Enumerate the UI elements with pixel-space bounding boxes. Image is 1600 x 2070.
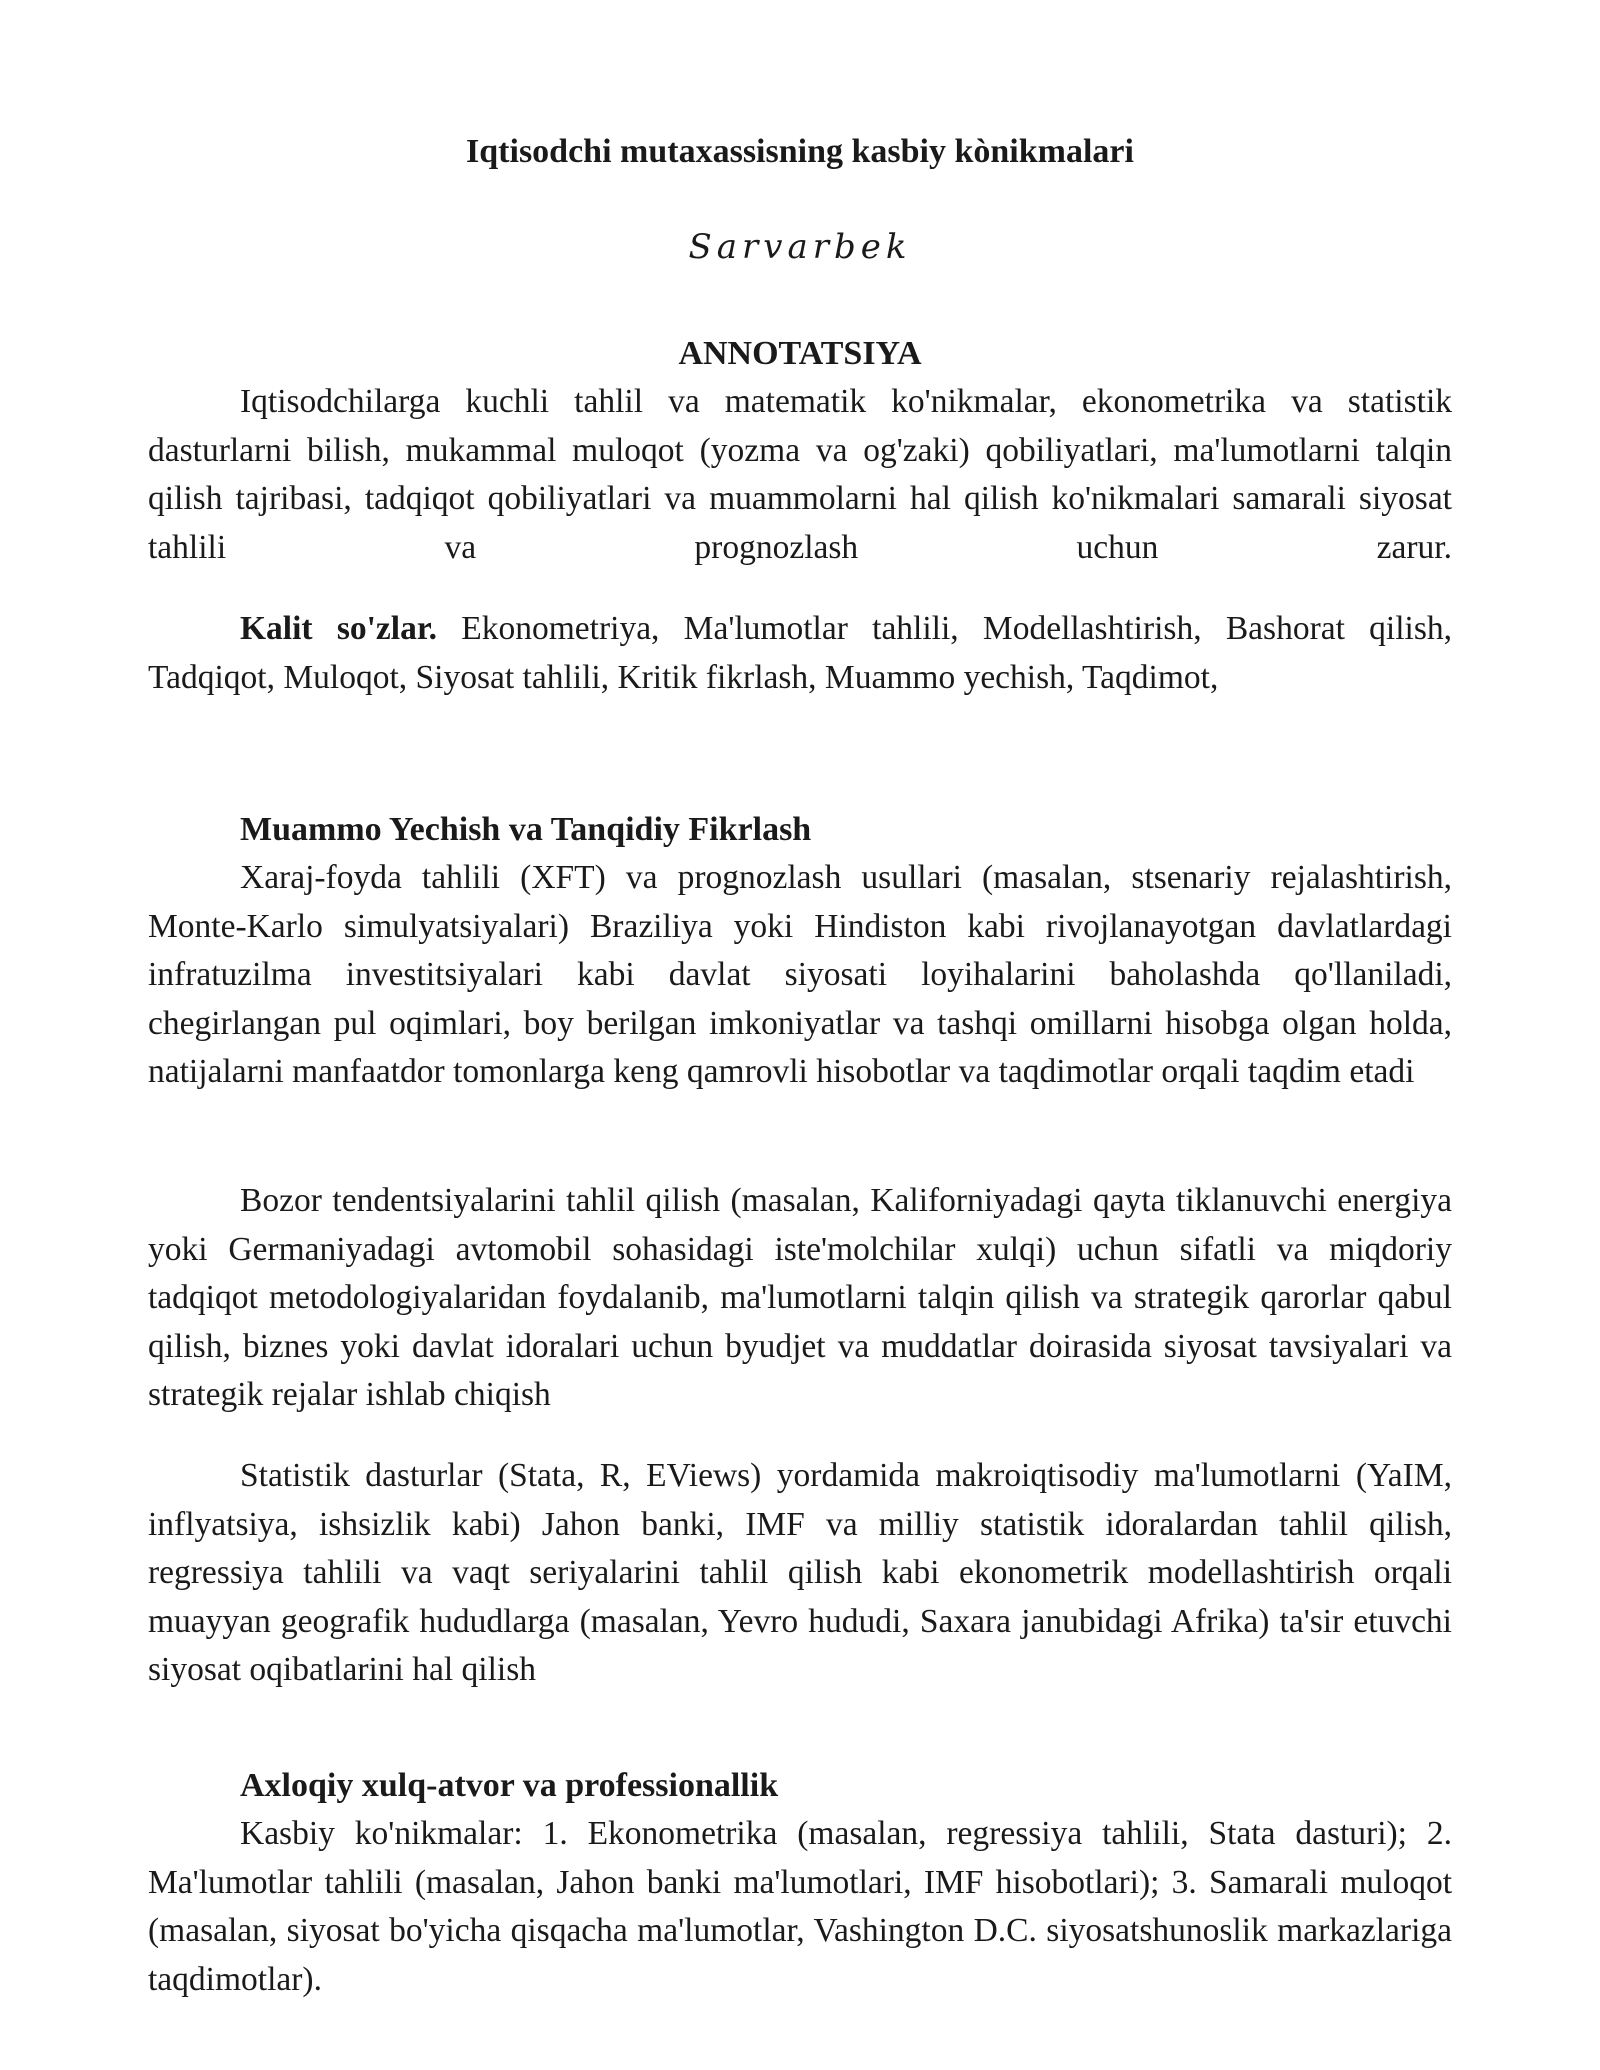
section-1-paragraph-1: Xaraj-foyda tahlili (XFT) va prognozlash usullari (masalan, stsenariy rejalashtirish, Monte-Karlo simulyatsiyalari) Braziliya yoki Hindiston kabi rivojlanayotgan davlatlardagi infratuzilma investitsiyalari kabi davlat siyosati loyihalarini baholashda qo'llaniladi, chegirlangan pul oqimlari, boy berilgan imkoniyatlar va tashqi omillarni hisobga olgan holda, natijalarni manfaatdor tomonlarga keng qamrovli hisobotlar va taqdimotlar orqali taqdim etadi	[148, 859, 1452, 1090]
author-name: Sarvarbek	[688, 227, 912, 267]
section-1-paragraph-3: Statistik dasturlar (Stata, R, EViews) yordamida makroiqtisodiy ma'lumotlarni (YaIM, inflyatsiya, ishsizlik kabi) Jahon banki, IMF va milliy statistik idoralardan tahlil qilish, regressiya tahlili va vaqt seriyalarini tahlil qilish kabi ekonometrik modellashtirish orqali muayyan geografik hududlarga (masalan, Yevro hududi, Saxara janubidagi Afrika) ta'sir etuvchi siyosat oqibatlarini hal qilish	[148, 1457, 1452, 1688]
section-heading-problem-solving: Muammo Yechish va Tanqidiy Fikrlash	[240, 811, 812, 848]
section-1-paragraph-2: Bozor tendentsiyalarini tahlil qilish (masalan, Kaliforniyadagi qayta tiklanuvchi energiya yoki Germaniyadagi avtomobil sohasidagi iste'molchilar xulqi) uchun sifatli va miqdoriy tadqiqot metodologiyalaridan foydalanib, ma'lumotlarni talqin qilish va strategik qarorlar qabul qilish, biznes yoki davlat idoralari uchun byudjet va muddatlar doirasida siyosat tavsiyalari va strategik rejalar ishlab chiqish	[148, 1182, 1452, 1413]
annotation-heading: ANNOTATSIYA	[678, 335, 922, 372]
annotation-paragraph: Iqtisodchilarga kuchli tahlil va matematik ko'nikmalar, ekonometrika va statistik dasturlarni bilish, mukammal muloqot (yozma va og'zaki) qobiliyatlari, ma'lumotlarni talqin qilish tajribasi, tadqiqot qobiliyatlari va muammolarni hal qilish ko'nikmalari samarali siyosat tahlili va prognozlash uchun zarur.	[148, 383, 1452, 566]
keywords-text: Ekonometriya, Ma'lumotlar tahlili, Modellashtirish, Bashorat qilish, Tadqiqot, Muloqot, Siyosat tahlili, Kritik fikrlash, Muammo yechish, Taqdimot,	[148, 610, 1452, 696]
section-heading-ethics: Axloqiy xulq-atvor va professionallik	[240, 1767, 779, 1804]
document-title: Iqtisodchi mutaxassisning kasbiy kònikmalari	[466, 133, 1134, 170]
keywords-label: Kalit so'zlar.	[240, 610, 438, 647]
section-2-paragraph-1: Kasbiy ko'nikmalar: 1. Ekonometrika (masalan, regressiya tahlili, Stata dasturi); 2. Ma'lumotlar tahlili (masalan, Jahon banki ma'lumotlari, IMF hisobotlari); 3. Samarali muloqot (masalan, siyosat bo'yicha qisqacha ma'lumotlar, Vashington D.C. siyosatshunoslik markazlariga taqdimotlar).	[148, 1815, 1452, 1998]
keywords-paragraph	[148, 605, 1452, 702]
